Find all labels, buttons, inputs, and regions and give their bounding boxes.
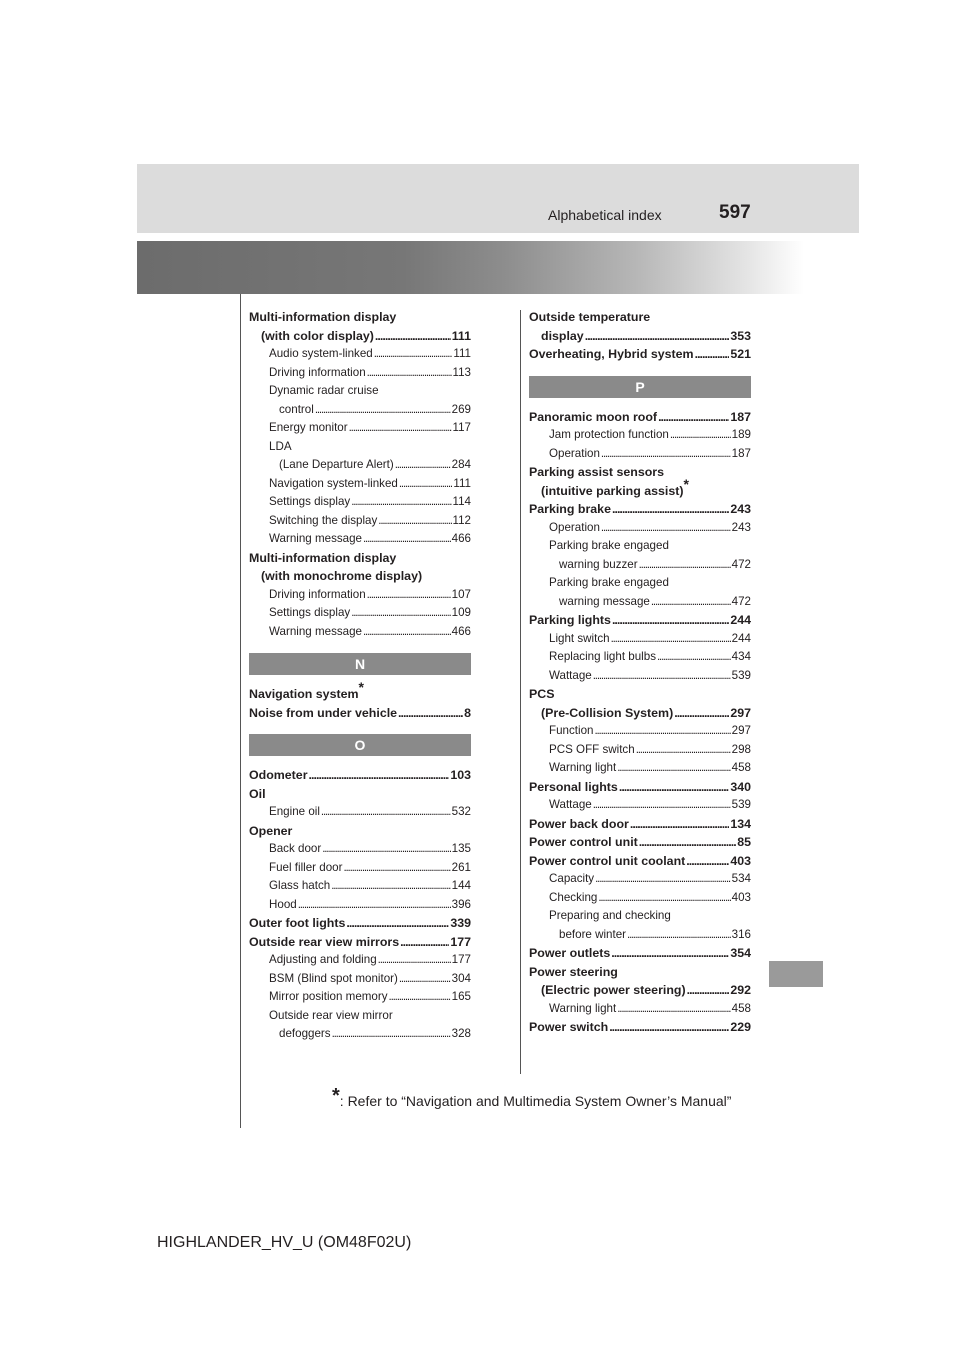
page-ref: 458 <box>731 761 751 774</box>
entry-label: Glass hatch <box>269 879 331 892</box>
index-subentry <box>249 988 471 1007</box>
leader-dots <box>398 704 463 723</box>
index-subentry <box>249 1007 471 1044</box>
page-ref: 403 <box>731 890 751 904</box>
model-code: HIGHLANDER_HV_U (OM48F02U) <box>157 1234 412 1251</box>
page-ref: 472 <box>731 557 751 571</box>
index-entry <box>249 308 471 345</box>
entry-label: Fuel filler door <box>269 860 343 874</box>
page-ref: 340 <box>730 779 751 794</box>
footnote-asterisk: * <box>332 1085 340 1107</box>
index-entry <box>529 685 751 722</box>
leader-dots <box>343 859 450 878</box>
index-entry <box>529 408 751 427</box>
entry-label: Outside temperature <box>529 310 651 324</box>
page-ref: 243 <box>731 520 751 534</box>
leader-dots <box>298 896 451 915</box>
entry-label: Back door <box>269 842 322 855</box>
leader-dots <box>363 623 451 642</box>
leader-dots <box>399 970 451 989</box>
entry-label: Operation <box>549 446 600 460</box>
entry-label: Odometer <box>249 768 308 782</box>
index-subentry <box>529 667 751 686</box>
index-entry <box>249 785 471 804</box>
leader-dots <box>674 704 729 723</box>
page-ref: 103 <box>450 768 471 782</box>
entry-label: Switching the display <box>269 513 378 527</box>
entry-label: Operation <box>549 520 600 534</box>
entry-label: Power control unit <box>529 835 638 849</box>
entry-label: Parking brake engaged <box>549 539 669 552</box>
footnote-asterisk: * <box>683 475 689 492</box>
leader-dots <box>609 1018 729 1037</box>
entry-label: Multi-information display <box>249 550 397 565</box>
index-entry <box>249 679 471 704</box>
footnote-text: : Refer to “Navigation and Multimedia System Owner’s Manual” <box>339 1093 732 1109</box>
index-subentry <box>249 419 471 438</box>
section-header-n: N <box>249 653 471 675</box>
leader-dots <box>598 889 730 908</box>
leader-dots <box>395 456 451 475</box>
column-divider-left <box>240 294 241 1128</box>
page-ref: 434 <box>731 650 751 663</box>
index-subentry <box>249 623 471 642</box>
index-subentry <box>249 840 471 859</box>
leader-dots <box>617 1000 730 1019</box>
gradient-band <box>137 241 804 294</box>
entry-label: warning buzzer <box>559 557 638 571</box>
index-subentry <box>249 438 471 475</box>
leader-dots <box>332 1025 451 1044</box>
page-ref: 304 <box>451 971 471 985</box>
index-subentry <box>529 759 751 778</box>
page-ref: 107 <box>451 587 471 601</box>
page-ref: 316 <box>731 927 751 941</box>
page-ref: 177 <box>451 953 471 966</box>
leader-dots <box>331 877 450 896</box>
entry-label: PCS <box>529 687 555 701</box>
index-subentry <box>529 870 751 889</box>
page-ref: 229 <box>730 1020 751 1034</box>
index-entry <box>529 463 751 500</box>
index-subentry <box>529 741 751 760</box>
entry-label: PCS OFF switch <box>549 742 635 756</box>
index-subentry <box>249 530 471 549</box>
entry-label: warning message <box>559 594 650 608</box>
index-subentry <box>529 630 751 649</box>
entry-label: Wattage <box>549 668 592 682</box>
index-entry <box>529 500 751 519</box>
index-entry <box>529 852 751 871</box>
leader-dots <box>367 364 452 383</box>
entry-label: before winter <box>559 927 627 941</box>
leader-dots <box>321 803 451 822</box>
entry-label: Replacing light bulbs <box>549 650 656 663</box>
entry-label: Energy monitor <box>269 421 348 434</box>
leader-dots <box>594 722 730 741</box>
leader-dots <box>601 519 731 538</box>
index-entry <box>529 308 751 345</box>
index-subentry <box>249 512 471 531</box>
leader-dots <box>378 951 451 970</box>
page-ref: 339 <box>450 916 471 930</box>
entry-label: Noise from under vehicle <box>249 705 398 720</box>
page-ref: 261 <box>451 860 471 874</box>
entry-label: Wattage <box>549 798 592 811</box>
leader-dots <box>367 586 451 605</box>
page-ref: 466 <box>451 624 471 638</box>
entry-label: Navigation system <box>249 687 359 701</box>
page-ref: 8 <box>464 705 471 720</box>
entry-label: Driving information <box>269 587 366 601</box>
leader-dots <box>315 401 451 420</box>
index-entry <box>249 704 471 723</box>
index-subentry <box>529 519 751 538</box>
index-entry <box>249 914 471 933</box>
index-entry <box>249 822 471 841</box>
index-subentry <box>249 803 471 822</box>
entry-label: control <box>279 402 314 416</box>
entry-label: Personal lights <box>529 779 618 794</box>
leader-dots <box>639 556 731 575</box>
entry-label: Warning light <box>549 761 617 774</box>
leader-dots <box>670 426 731 445</box>
entry-label: (intuitive parking assist) <box>541 483 684 498</box>
index-subentry <box>249 970 471 989</box>
leader-dots <box>593 796 731 815</box>
leader-dots <box>351 493 451 512</box>
index-subentry <box>529 889 751 908</box>
leader-dots <box>612 500 729 519</box>
leader-dots <box>630 815 729 834</box>
entry-label: Outer foot lights <box>249 916 346 930</box>
entry-label: Opener <box>249 823 293 838</box>
page-ref: 111 <box>451 328 471 343</box>
entry-label: Warning message <box>269 624 363 638</box>
entry-label: Warning message <box>269 532 363 545</box>
index-entry <box>529 611 751 630</box>
entry-label: Overheating, Hybrid system <box>529 347 694 361</box>
page-ref: 328 <box>451 1027 471 1040</box>
page-ref: 114 <box>452 495 471 508</box>
leader-dots <box>612 611 729 630</box>
entry-label: Dynamic radar cruise <box>269 384 379 397</box>
page-ref: 117 <box>452 421 471 434</box>
entry-label: Power back door <box>529 816 629 831</box>
page-ref: 187 <box>730 409 751 424</box>
leader-dots <box>322 840 450 859</box>
page-ref: 244 <box>731 631 751 645</box>
page-ref: 466 <box>451 532 471 545</box>
page-ref: 539 <box>731 798 751 811</box>
entry-label: LDA <box>269 439 292 453</box>
page-ref: 354 <box>730 946 751 960</box>
page-ref: 472 <box>731 594 751 608</box>
entry-label: Navigation system-linked <box>269 476 398 490</box>
leader-dots <box>309 766 450 785</box>
index-subentry <box>529 574 751 611</box>
page-ref: 85 <box>737 835 751 849</box>
entry-label: Parking brake engaged <box>549 576 669 589</box>
index-subentry <box>529 537 751 574</box>
index-subentry <box>529 426 751 445</box>
index-entry <box>529 345 751 364</box>
index-entry <box>249 766 471 785</box>
index-subentry <box>529 648 751 667</box>
entry-label: Settings display <box>269 495 351 508</box>
page-ref: 109 <box>451 606 471 619</box>
entry-label: Mirror position memory <box>269 990 388 1003</box>
page-ref: 134 <box>730 816 751 831</box>
page-ref: 534 <box>731 872 751 885</box>
index-subentry <box>249 345 471 364</box>
entry-label: Audio system-linked <box>269 347 373 360</box>
entry-label: (Electric power steering) <box>541 983 686 997</box>
leader-dots <box>636 741 731 760</box>
page-ref: 243 <box>730 502 751 516</box>
leader-dots <box>658 408 729 427</box>
entry-label: Parking brake <box>529 502 611 516</box>
entry-label: Driving information <box>269 365 366 379</box>
column-divider-middle <box>520 310 521 1074</box>
index-subentry <box>529 796 751 815</box>
page-ref: 111 <box>453 347 471 360</box>
leader-dots <box>585 327 730 346</box>
entry-label: Settings display <box>269 606 351 619</box>
entry-label: Outside rear view mirrors <box>249 934 400 949</box>
entry-label: (with color display) <box>261 328 374 343</box>
entry-label: Oil <box>249 786 266 801</box>
page-ref: 165 <box>451 990 471 1003</box>
entry-label: Jam protection function <box>549 428 669 441</box>
entry-label: Panoramic moon roof <box>529 409 658 424</box>
entry-label: Power outlets <box>529 946 611 960</box>
page-ref: 269 <box>451 402 471 416</box>
leader-dots <box>687 981 730 1000</box>
leader-dots <box>657 648 731 667</box>
index-column-left <box>249 308 471 1044</box>
leader-dots <box>639 833 736 852</box>
index-subentry <box>249 382 471 419</box>
page-ref: 458 <box>731 1001 751 1015</box>
index-entry <box>529 944 751 963</box>
page-ref: 177 <box>450 934 471 949</box>
page-ref: 396 <box>451 897 471 911</box>
entry-label: Multi-information display <box>249 310 397 324</box>
entry-label: Function <box>549 724 594 737</box>
index-subentry <box>529 1000 751 1019</box>
page-ref: 292 <box>730 983 751 997</box>
entry-label: Outside rear view mirror <box>269 1008 393 1022</box>
leader-dots <box>375 327 451 346</box>
index-subentry <box>249 493 471 512</box>
entry-label: Engine oil <box>269 805 320 818</box>
page-ref: 244 <box>730 613 751 627</box>
entry-label: (with monochrome display) <box>261 569 423 583</box>
entry-label: (Pre-Collision System) <box>541 705 674 720</box>
leader-dots <box>349 419 452 438</box>
page-ref: 403 <box>730 853 751 868</box>
section-header-p: P <box>529 376 751 398</box>
page-ref: 112 <box>452 513 471 527</box>
leader-dots <box>611 630 731 649</box>
page-ref: 297 <box>731 724 751 737</box>
entry-label: defoggers <box>279 1027 331 1040</box>
index-subentry <box>249 859 471 878</box>
leader-dots <box>686 852 729 871</box>
page-ref: 187 <box>731 446 751 460</box>
page-number: 597 <box>719 202 751 223</box>
index-subentry <box>249 877 471 896</box>
index-subentry <box>249 604 471 623</box>
leader-dots <box>601 445 731 464</box>
leader-dots <box>389 988 451 1007</box>
index-subentry <box>249 475 471 494</box>
index-entry <box>529 815 751 834</box>
entry-label: Power steering <box>529 964 618 979</box>
entry-label: display <box>541 328 584 343</box>
leader-dots <box>593 667 731 686</box>
footnote <box>332 1085 732 1109</box>
section-title: Alphabetical index <box>548 207 662 223</box>
entry-label: BSM (Blind spot monitor) <box>269 971 398 985</box>
leader-dots <box>611 944 729 963</box>
entry-label: Parking lights <box>529 613 611 627</box>
entry-label: Parking assist sensors <box>529 465 664 479</box>
leader-dots <box>595 870 731 889</box>
entry-label: Preparing and checking <box>549 909 671 922</box>
index-subentry <box>529 722 751 741</box>
entry-label: Capacity <box>549 872 595 885</box>
entry-label: Light switch <box>549 631 610 645</box>
page-ref: 353 <box>730 328 751 343</box>
index-subentry <box>249 586 471 605</box>
entry-label: Power control unit coolant <box>529 853 686 868</box>
entry-label: Warning light <box>549 1001 617 1015</box>
index-subentry <box>529 907 751 944</box>
leader-dots <box>399 475 453 494</box>
page-ref: 135 <box>451 842 471 855</box>
footnote-asterisk: * <box>358 679 364 695</box>
index-entry <box>529 1018 751 1037</box>
page-ref: 189 <box>731 428 751 441</box>
leader-dots <box>617 759 730 778</box>
leader-dots <box>351 604 450 623</box>
index-subentry <box>529 445 751 464</box>
leader-dots <box>374 345 453 364</box>
leader-dots <box>619 778 729 797</box>
page-ref: 144 <box>451 879 471 892</box>
chapter-thumb-tab <box>769 961 823 987</box>
index-subentry <box>249 951 471 970</box>
leader-dots <box>346 914 449 933</box>
page-ref: 284 <box>451 458 471 471</box>
page-ref: 532 <box>451 805 471 818</box>
leader-dots <box>651 593 731 612</box>
index-entry <box>529 833 751 852</box>
page-ref: 113 <box>452 365 471 379</box>
leader-dots <box>695 345 730 364</box>
index-subentry <box>249 896 471 915</box>
index-entry <box>529 963 751 1000</box>
entry-label: (Lane Departure Alert) <box>279 458 394 471</box>
page-ref: 111 <box>453 476 471 490</box>
leader-dots <box>627 926 731 945</box>
entry-label: Checking <box>549 890 598 904</box>
entry-label: Adjusting and folding <box>269 953 377 966</box>
index-entry <box>529 778 751 797</box>
page-ref: 297 <box>730 705 751 720</box>
page-ref: 521 <box>730 347 751 361</box>
index-entry <box>249 549 471 586</box>
leader-dots <box>378 512 451 531</box>
page-ref: 539 <box>731 668 751 682</box>
page-ref: 298 <box>731 742 751 756</box>
entry-label: Hood <box>269 897 297 911</box>
index-subentry <box>249 364 471 383</box>
index-column-right <box>529 308 751 1037</box>
section-header-o: O <box>249 734 471 756</box>
index-entry <box>249 933 471 952</box>
leader-dots <box>363 530 451 549</box>
leader-dots <box>400 933 449 952</box>
entry-label: Power switch <box>529 1020 609 1034</box>
